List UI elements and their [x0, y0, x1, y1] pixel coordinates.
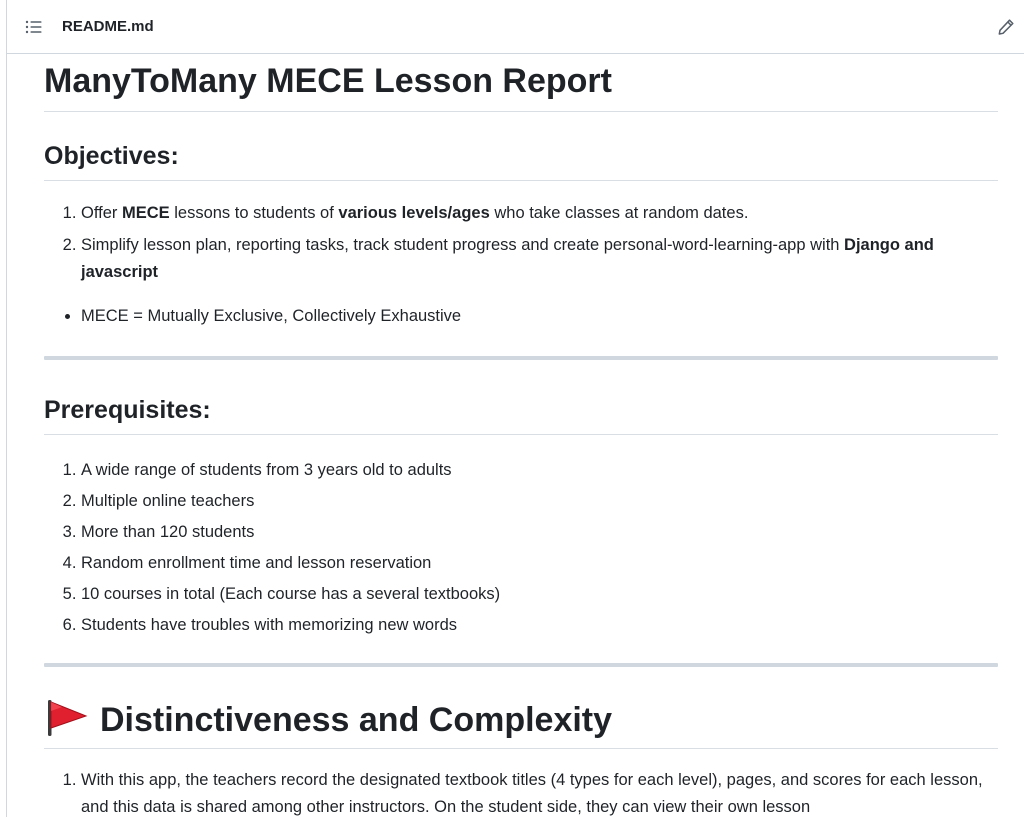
list-item: • MECE = Mutually Exclusive, Collectively Exhaustive — [81, 303, 998, 330]
document-title: ManyToMany MECE Lesson Report — [44, 54, 998, 112]
list-item: 5. 10 courses in total (Each course has a several textbooks) — [81, 579, 998, 610]
red-flag-icon — [44, 697, 90, 737]
list-item: 2. Multiple online teachers — [81, 486, 998, 517]
pencil-icon[interactable] — [997, 18, 1015, 36]
list-item: 6. Students have troubles with memorizing new words — [81, 610, 998, 641]
list-item: 3. More than 120 students — [81, 517, 998, 548]
distinctiveness-list — [44, 767, 998, 821]
list-item: 1. With this app, the teachers record the designated textbook titles (4 types for each level), pages, and scores for each lesson, and this data is shared among other instructors. On the student side, they can view their own lesson — [81, 767, 998, 821]
markdown-body — [44, 54, 998, 821]
list-item: 1. Offer MECE lessons to students of various levels/ages who take classes at random dates. — [81, 200, 998, 227]
file-name: README.md — [62, 18, 154, 35]
list-item: 1. A wide range of students from 3 years old to adults — [81, 455, 998, 486]
objectives-list — [44, 200, 998, 286]
list-item: 4. Random enrollment time and lesson reservation — [81, 548, 998, 579]
distinctiveness-heading: Distinctiveness and Complexity — [44, 697, 998, 749]
objectives-heading: Objectives: — [44, 140, 998, 181]
prerequisites-list — [44, 455, 998, 641]
readme-panel — [6, 0, 1024, 817]
prerequisites-heading: Prerequisites: — [44, 394, 998, 435]
objectives-bullets — [44, 303, 998, 330]
file-header — [7, 0, 1024, 54]
list-item: 2. Simplify lesson plan, reporting tasks, track student progress and create personal-word-learning-app with Django and javascript — [81, 232, 998, 286]
list-unordered-icon[interactable] — [25, 19, 43, 35]
